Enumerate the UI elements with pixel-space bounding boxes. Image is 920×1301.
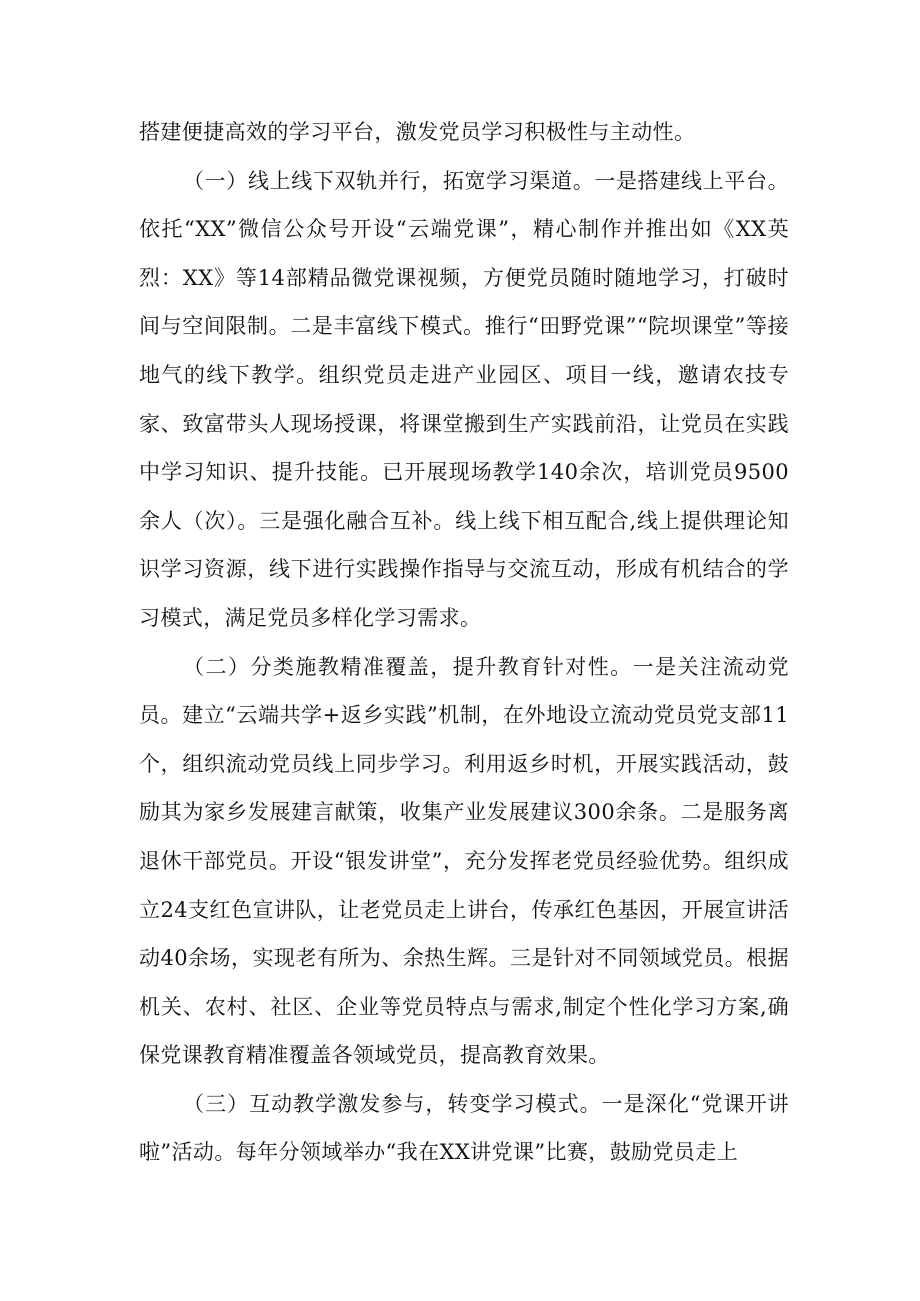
paragraph-section-2: （二）分类施教精准覆盖，提升教育针对性。一是关注流动党员。建立“云端共学+返乡实践”机制，在外地设立流动党员党支部11个，组织流动党员线上同步学习。利用返乡时机，开展实践活动，鼓励其为家乡发展建言献策，收集产业发展建议300余条。二是服务离退休干部党员。开设“银发讲堂”，充分发挥老党员经验优势。组织成立24支红色宣讲队，让老党员走上讲台，传承红色基因，开展宣讲活动40余场，实现老有所为、余热生辉。三是针对不同领域党员。根据机关、农村、社区、企业等党员特点与需求,制定个性化学习方案,确保党课教育精准覆盖各领域党员，提高教育效果。 bbox=[139, 654, 789, 1068]
paragraph-section-1: （一）线上线下双轨并行，拓宽学习渠道。一是搭建线上平台。依托“XX”微信公众号开设“云端党课”，精心制作并推出如《XX英烈：XX》等14部精品微党课视频，方便党员随时随地学习，打破时间与空间限制。二是丰富线下模式。推行“田野党课”“院坝课堂”等接地气的线下教学。组织党员走进产业园区、项目一线，邀请农技专家、致富带头人现场授课，将课堂搬到生产实践前沿，让党员在实践中学习知识、提升技能。已开展现场教学140余次，培训党员9500余人（次）。三是强化融合互补。线上线下相互配合,线上提供理论知识学习资源，线下进行实践操作指导与交流互动，形成有机结合的学习模式，满足党员多样化学习需求。 bbox=[139, 168, 789, 630]
document-body bbox=[139, 108, 789, 1177]
paragraph-section-3: （三）互动教学激发参与，转变学习模式。一是深化“党课开讲啦”活动。每年分领域举办“我在XX讲党课”比赛，鼓励党员走上 bbox=[139, 1091, 789, 1165]
paragraph-continuation: 搭建便捷高效的学习平台，激发党员学习积极性与主动性。 bbox=[139, 120, 696, 144]
